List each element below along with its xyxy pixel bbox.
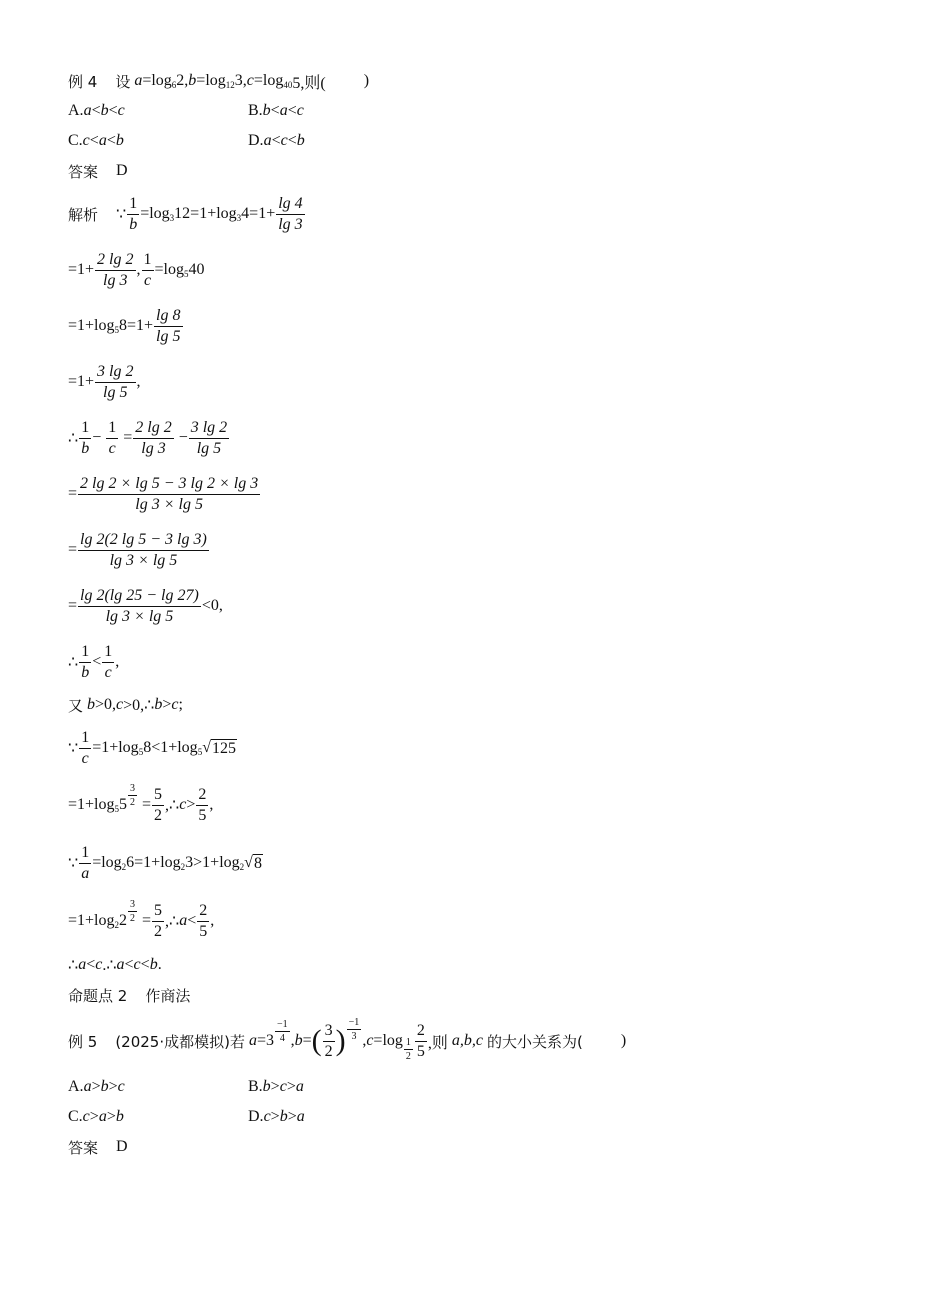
solution-line-2: =1+ $\frac{2 \lg 2}{\lg 3}$ , $\frac{1}{c}$ =log 5 40 <box>68 250 205 289</box>
solution-line-9: ∴ $\frac{1}{b}$ < $\frac{1}{c}$ , <box>68 642 120 681</box>
solution-line-7: = $\frac{\lg 2(2 \lg 5 - 3 \lg 3)}{\lg 3 \times \lg 5}$ <box>68 530 207 569</box>
solution-line-4: =1+ $\frac{3 \lg 2}{\lg 5}$ , <box>68 362 141 401</box>
option-d: D.a<c<b <box>248 132 305 149</box>
section-heading <box>68 980 888 1010</box>
solution-line-13: ∵ $\frac{1}{a}$ =log 2 6=1+log 2 3>1+log 2 √ 8 <box>68 843 262 882</box>
option-a: A.a<b<c <box>68 102 125 119</box>
option-c: C.c<a<b <box>68 132 124 149</box>
example-5-label: 例 5 <box>68 1032 98 1051</box>
solution-line-1: 解析 ∵ $\frac{1}{b}$ =log 3 12=1+log 3 4=1+ $\frac{\lg 4}{\lg 3}$ <box>68 194 303 233</box>
solution-line-3: =1+log 5 8=1+ $\frac{\lg 8}{\lg 5}$ <box>68 306 181 345</box>
example-4-question: 例 4 设 a =log 6 2, b =log 12 3, c =log 40 5,则( ) <box>68 72 370 92</box>
option-b: B.b>c>a <box>248 1078 304 1095</box>
options-row <box>68 1072 888 1102</box>
solution-line-6: = $\frac{2 \lg 2 \times \lg 5 - 3 \lg 2 \times \lg 3}{\lg 3 \times \lg 5}$ <box>68 474 259 513</box>
solution-line-8: = $\frac{\lg 2(\lg 25 - \lg 27)}{\lg 3 \times \lg 5}$ <0, <box>68 586 223 625</box>
solution-line-14: =1+log 2 2 $\frac{3}{2}$ = $\frac{5}{2}$ ,∴ a < $\frac{2}{5}$ , <box>68 898 215 940</box>
option-c: C.c>a>b <box>68 1108 124 1125</box>
option-b: B.b<a<c <box>248 102 304 119</box>
section-title: 命题点 2 <box>68 986 128 1005</box>
solution-line-11: ∵ $\frac{1}{c}$ =1+log 5 8<1+log 5 √ 125 <box>68 728 236 767</box>
example-5-question: 例 5 (2025·成都模拟)若 a = 3 $\frac{-1}{4}$ , b = ( $\frac{3}{2}$ ) $\frac{-1}{3}$ , c =log $\frac{1}{2}$ $\frac{2}{5}$ ,则 a,b,c 的大小关系为( ) <box>68 1016 627 1062</box>
answer-value: D <box>116 1138 128 1155</box>
answer-label: 答案 <box>68 1138 99 1157</box>
options-row <box>68 126 888 156</box>
section-name: 作商法 <box>145 986 191 1005</box>
example-4-label: 例 4 <box>68 72 98 91</box>
option-d: D.c>b>a <box>248 1108 305 1125</box>
solution-label: 解析 <box>68 205 99 224</box>
example-4-answer <box>68 156 888 186</box>
answer-value: D <box>116 162 128 179</box>
solution-line-12: =1+log 5 5 $\frac{3}{2}$ = $\frac{5}{2}$ ,∴ c > $\frac{2}{5}$ , <box>68 782 214 824</box>
solution-line-15: ∴ a < c .∴ a < c < b . <box>68 956 162 974</box>
answer-label: 答案 <box>68 162 99 181</box>
example-5-answer <box>68 1132 888 1162</box>
solution-line-5: ∴ $\frac{1}{b}$ − $\frac{1}{c}$ = $\frac{2 \lg 2}{\lg 3}$ − $\frac{3 \lg 2}{\lg 5}$ <box>68 418 228 457</box>
options-row <box>68 1102 888 1132</box>
options-row <box>68 96 888 126</box>
option-a: A.a>b>c <box>68 1078 125 1095</box>
document-page <box>68 66 888 1162</box>
solution-line-10: 又 b >0, c >0,∴ b > c ; <box>68 696 183 715</box>
